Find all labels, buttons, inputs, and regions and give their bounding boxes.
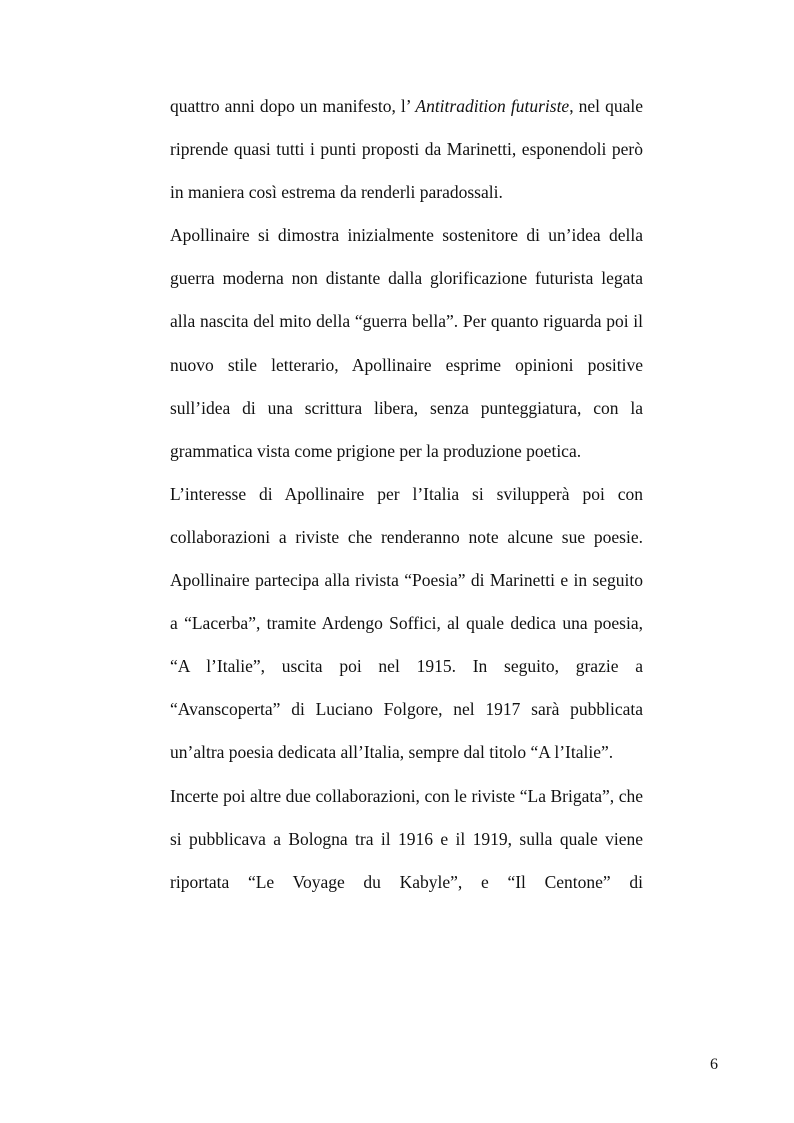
paragraph-2: Apollinaire si dimostra inizialmente sostenitore di un’idea della guerra moderna non distante dalla glorificazione futurista legata alla nascita del mito della “guerra bella”. Per quanto riguarda poi il nuovo stile letterario, Apollinaire esprime opinioni positive sull’idea di una scrittura libera, senza punteggiatura, con la grammatica vista come prigione per la produzione poetica. [170,225,643,461]
paragraph-1 [170,85,643,214]
body-text [170,85,643,904]
paragraph-3: L’interesse di Apollinaire per l’Italia si svilupperà poi con collaborazioni a riviste che renderanno note alcune sue poesie. Apollinaire partecipa alla rivista “Poesia” di Marinetti e in seguito a “Lacerba”, tramite Ardengo Soffici, al quale dedica una poesia, “A l’Italie”, uscita poi nel 1915. In seguito, grazie a “Avanscoperta” di Luciano Folgore, nel 1917 sarà pubblicata un’altra poesia dedicata all’Italia, sempre dal titolo “A l’Italie”. [170,483,643,763]
paragraph-1-start: quattro anni dopo un manifesto, l’ [170,96,416,116]
paragraph-4: Incerte poi altre due collaborazioni, con le riviste “La Brigata”, che si pubblicava a Bologna tra il 1916 e il 1919, sulla quale viene riportata “Le Voyage du Kabyle”, e “Il Centone” di [170,785,643,892]
page-number: 6 [710,1056,718,1073]
paragraph-1-title-italic: Antitradition futuriste [415,96,570,116]
paragraph-1-rest: , nel quale riprende quasi tutti i punti proposti da Marinetti, esponendoli però in maniera così estrema da renderli paradossali. [170,96,643,203]
